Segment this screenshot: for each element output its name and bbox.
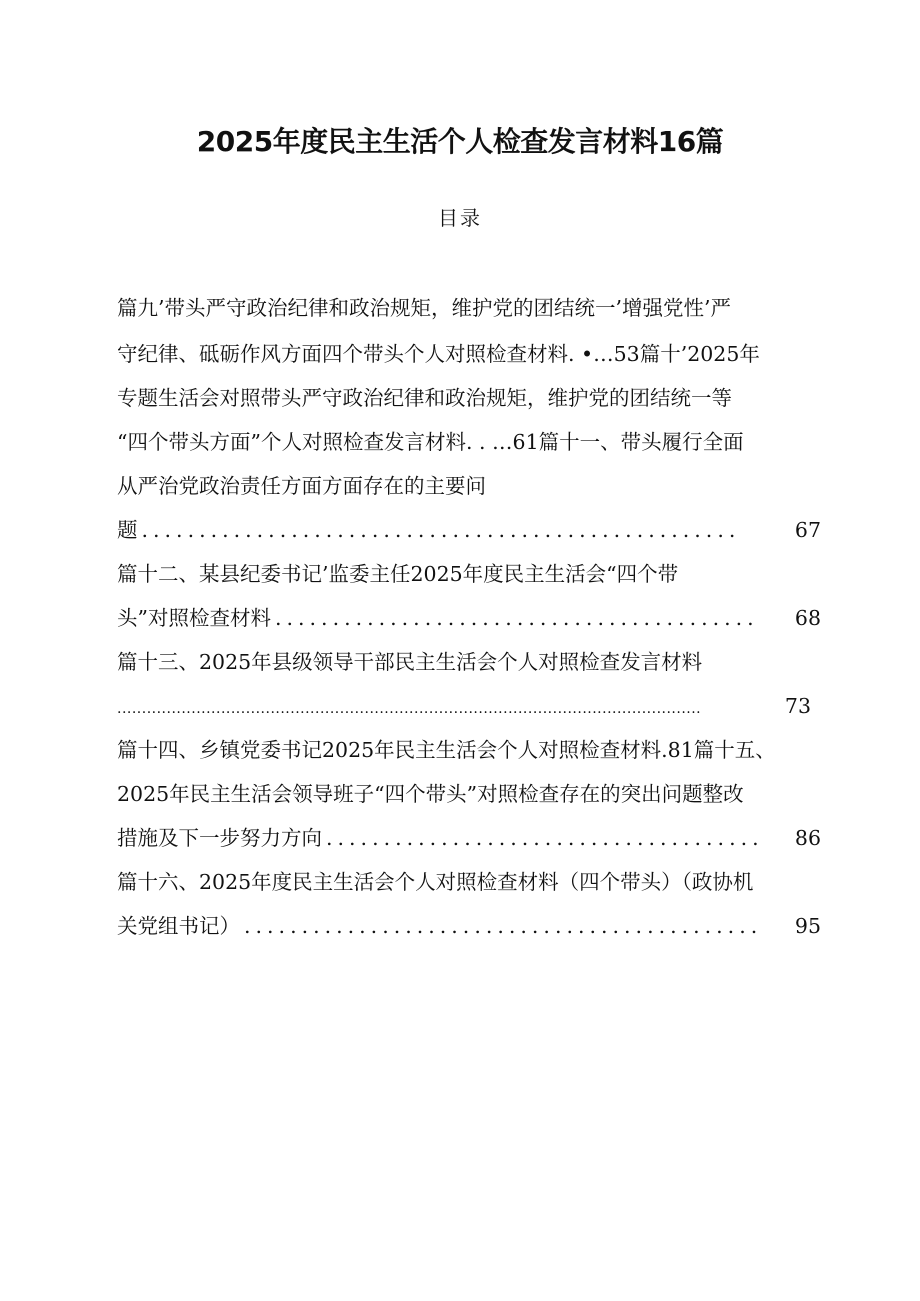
toc-page-number: 68 bbox=[794, 606, 821, 630]
toc-entry[interactable] bbox=[117, 516, 821, 544]
toc-heading: 目录 bbox=[438, 206, 482, 230]
toc-page-number: 86 bbox=[794, 826, 821, 850]
toc-text-line: 专题生活会对照带头严守政治纪律和政治规矩，维护党的团结统一等 bbox=[117, 386, 732, 410]
toc-entry-label: 措施及下一步努力方向 bbox=[117, 826, 322, 850]
toc-text-line: 守纪律、砥砺作风方面四个带头个人对照检查材料. •…53篇十’2025年 bbox=[117, 342, 760, 366]
toc-entry[interactable] bbox=[117, 912, 821, 940]
toc-entry-label: 关党组书记） bbox=[117, 914, 240, 938]
toc-leader-dots: .................................................... bbox=[141, 518, 741, 542]
toc-leader-dots: ............................................. bbox=[244, 914, 763, 938]
toc-text-line: 篇十六、2025年度民主生活会个人对照检查材料（四个带头）（政协机 bbox=[117, 870, 754, 894]
toc-page-number: 95 bbox=[794, 914, 821, 938]
toc-text-line: 篇九’带头严守政治纪律和政治规矩，维护党的团结统一’增强党性’严 bbox=[117, 296, 732, 320]
toc-text-line: 从严治党政治责任方面方面存在的主要问 bbox=[117, 474, 486, 498]
toc-entry-label: 头”对照检查材料 bbox=[117, 606, 271, 630]
toc-text-line: “四个带头方面”个人对照检查发言材料. . …61篇十一、带头履行全面 bbox=[117, 430, 744, 454]
toc-entry-label: 题 bbox=[117, 518, 138, 542]
toc-leader-dots: ...................................... bbox=[326, 826, 764, 850]
toc-leader-dots: .......................................... bbox=[274, 606, 759, 630]
toc-entry[interactable] bbox=[117, 824, 821, 852]
toc-text-line: 篇十二、某县纪委书记’监委主任2025年度民主生活会“四个带 bbox=[117, 562, 679, 586]
toc-entry[interactable] bbox=[117, 692, 811, 723]
toc-entry[interactable] bbox=[117, 604, 821, 632]
toc-text-line: 2025年民主生活会领导班子“四个带头”对照检查存在的突出问题整改 bbox=[117, 782, 744, 806]
toc-leader-dots: ...................................................................................................................... bbox=[117, 701, 702, 717]
toc-page-number: 67 bbox=[794, 518, 821, 542]
toc-text-line: 篇十三、2025年县级领导干部民主生活会个人对照检查发言材料 bbox=[117, 650, 703, 674]
toc-page-number: 73 bbox=[784, 694, 811, 718]
toc-text-line: 篇十四、乡镇党委书记2025年民主生活会个人对照检查材料.81篇十五、 bbox=[117, 738, 776, 762]
document-title: 2025年度民主生活个人检查发言材料16篇 bbox=[196, 125, 724, 158]
